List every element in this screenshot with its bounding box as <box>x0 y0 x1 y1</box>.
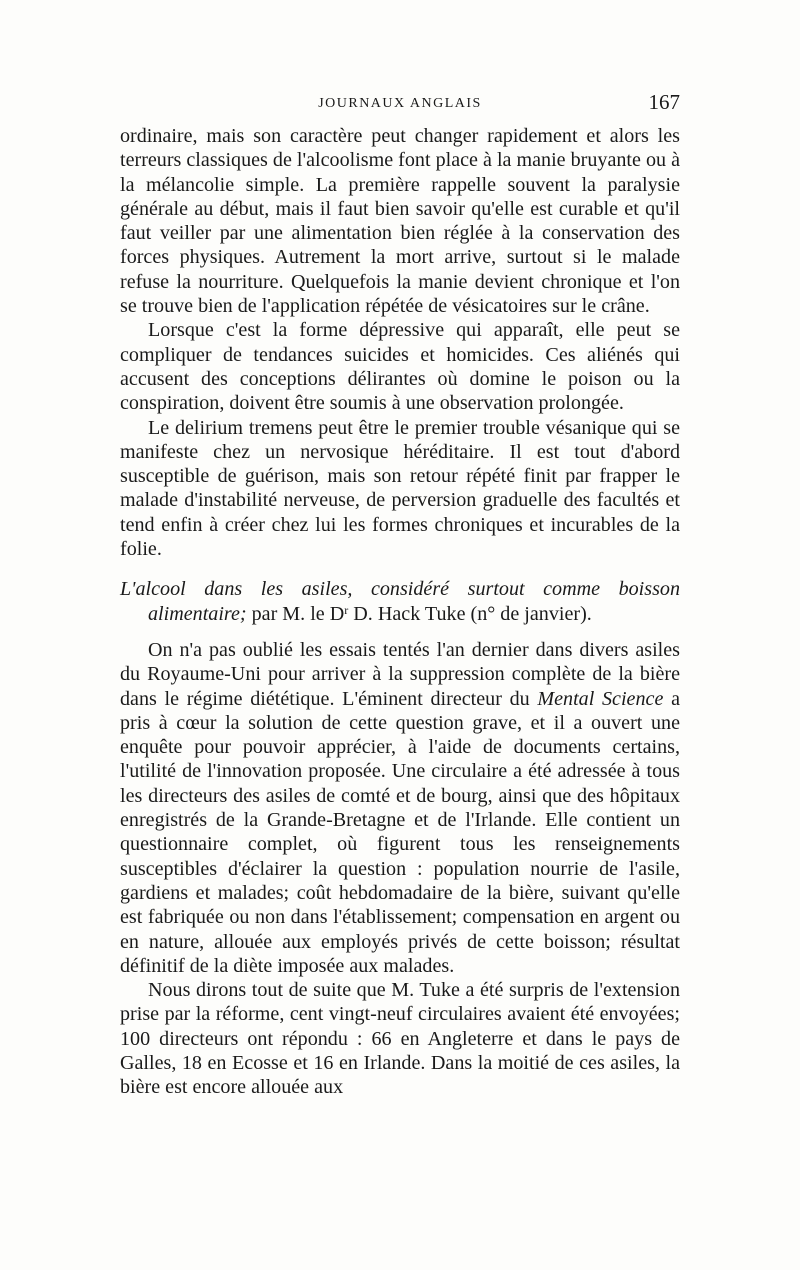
article-byline: par M. le D <box>251 602 345 625</box>
article-byline-rest: D. Hack Tuke (n° de janvier). <box>348 602 592 625</box>
journal-name: Mental Science <box>537 687 664 710</box>
page-number: 167 <box>648 90 680 114</box>
article-title-italic: L'alcool dans les asiles, considéré surtout comme boisson alimentaire; <box>120 578 680 625</box>
paragraph-depressive-form: Lorsque c'est la forme dépressive qui apparaît, elle peut se compliquer de tendances suicides et homicides. Ces aliénés qui accusent des conceptions délirantes où domine le poison ou la conspiration, doivent être soumis à une observation prolongée. <box>120 319 680 415</box>
paragraph-beer-survey-text: On n'a pas oublié les essais tentés l'an dernier dans divers asiles du Royaume-Uni pour arriver à la suppression complète de la bière dans le régime diététique. L'éminent directeur du <box>120 638 680 710</box>
paragraph-tuke-results: Nous dirons tout de suite que M. Tuke a été surpris de l'extension prise par la réforme, cent vingt-neuf circulaires avaient été envoyées; 100 directeurs ont répondu : 66 en Angleterre et dans le pays de Galles, 18 en Ecosse et 16 en Irlande. Dans la moitié de ces asiles, la bière est encore allouée aux <box>120 979 680 1099</box>
running-head: JOURNAUX ANGLAIS <box>318 96 482 111</box>
page-header <box>120 90 680 120</box>
article-title <box>120 577 680 626</box>
paragraph-continued: ordinaire, mais son caractère peut changer rapidement et alors les terreurs classiques de l'alcoolisme font place à la manie bruyante ou à la mélancolie simple. La première rappelle souvent la paralysie générale au début, mais il faut bien savoir qu'elle est curable et qu'il faut veiller par une alimentation bien réglée à la conservation des forces physiques. Autrement la mort arrive, surtout si le malade refuse la nourriture. Quelquefois la manie devient chronique et l'on se trouve bien de l'application répétée de vésicatoires sur le crâne. <box>120 125 680 318</box>
article-byline-sup: r <box>344 602 349 617</box>
page-body <box>120 124 680 1100</box>
paragraph-beer-survey <box>120 638 680 978</box>
paragraph-beer-survey-rest: a pris à cœur la solution de cette question grave, et il a ouvert une enquête pour pouvoir apprécier, à l'aide de documents certains, l'utilité de l'innovation proposée. Une circulaire a été adressée à tous les directeurs des asiles de comté et de bourg, ainsi que des hôpitaux enregistrés de la Grande-Bretagne et de l'Irlande. Elle contient un questionnaire complet, où figurent tous les renseignements susceptibles d'éclairer la question : population nourrie de l'asile, gardiens et malades; coût hebdomadaire de la bière, suivant qu'elle est fabriquée ou non dans l'établissement; compensation en argent ou en nature, allouée aux employés privés de cette boisson; résultat définitif de la diète imposée aux malades. <box>120 687 680 977</box>
paragraph-delirium-tremens: Le delirium tremens peut être le premier trouble vésanique qui se manifeste chez un nervosique héréditaire. Il est tout d'abord susceptible de guérison, mais son retour répété finit par frapper le malade d'instabilité nerveuse, de perversion graduelle des facultés et tend enfin à créer chez lui les formes chroniques et incurables de la folie. <box>120 416 680 561</box>
